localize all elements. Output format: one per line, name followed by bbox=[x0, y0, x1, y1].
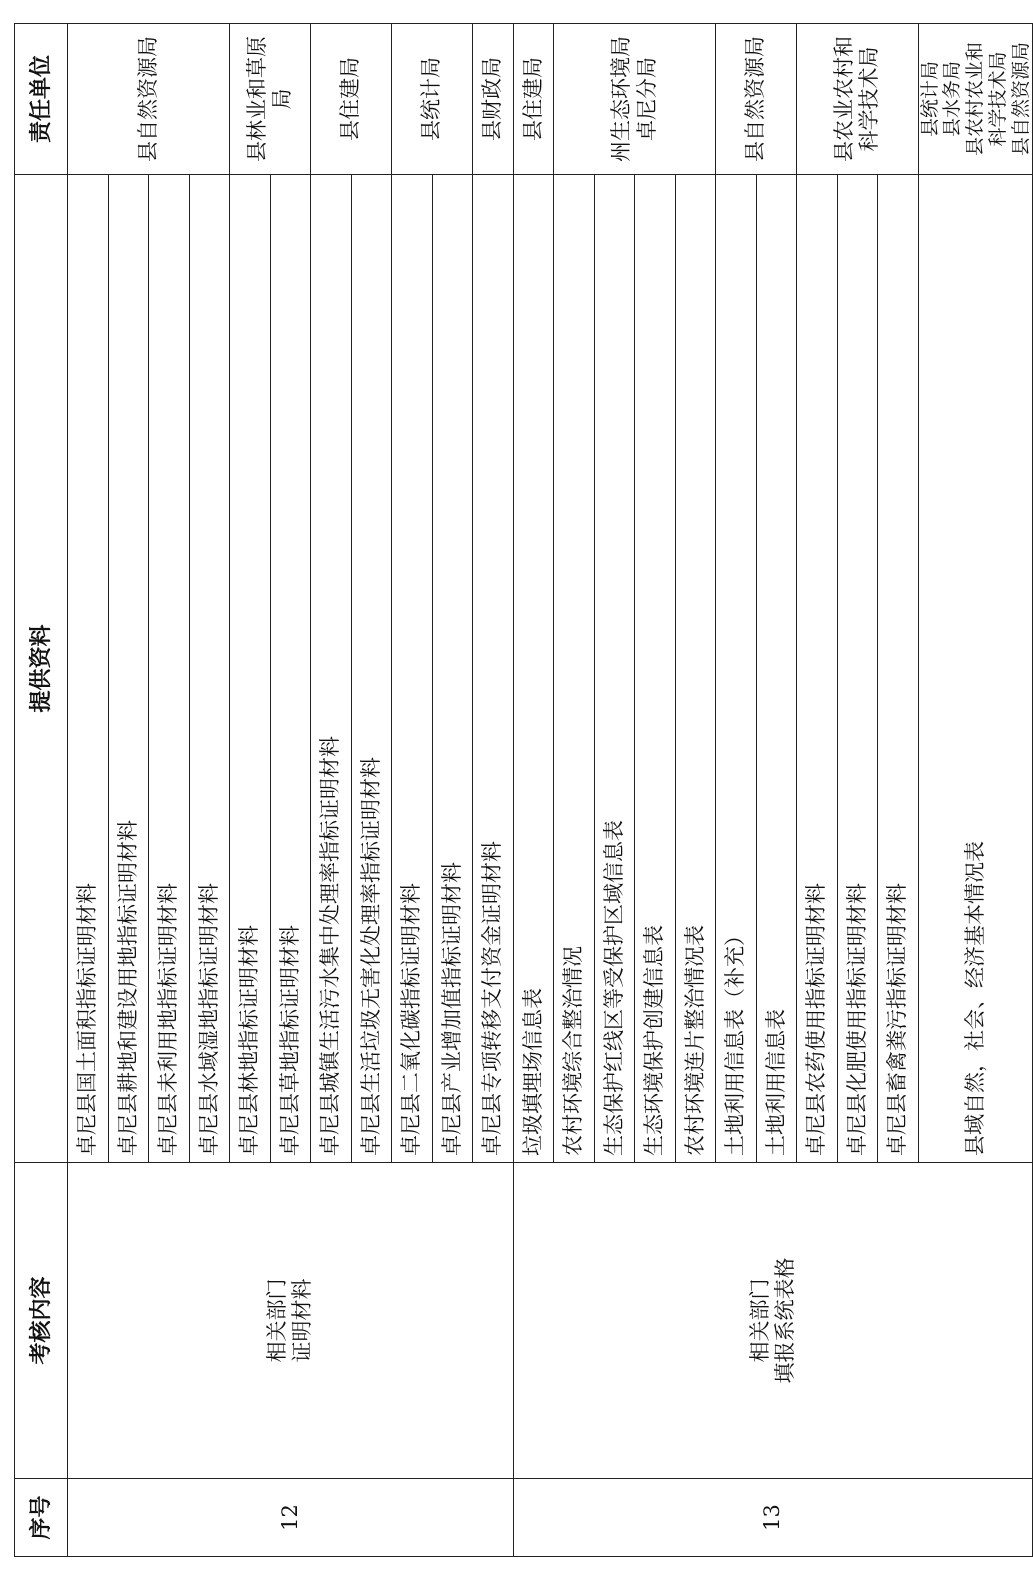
unit-line: 县自然资源局 bbox=[135, 36, 160, 162]
material-cell: 卓尼县耕地和建设用地指标证明材料 bbox=[108, 175, 149, 1163]
material-cell: 土地利用信息表（补充） bbox=[716, 175, 757, 1163]
material-cell: 卓尼县林地指标证明材料 bbox=[230, 175, 271, 1163]
unit-line: 县住建局 bbox=[338, 57, 363, 141]
unit-cell bbox=[797, 24, 919, 175]
material-cell: 卓尼县城镇生活污水集中处理率指标证明材料 bbox=[311, 175, 352, 1163]
material-cell: 卓尼县农药使用指标证明材料 bbox=[797, 175, 838, 1163]
unit-line: 县财政局 bbox=[480, 57, 505, 141]
content-cell bbox=[68, 1163, 514, 1479]
unit-line: 科学技术局 bbox=[986, 51, 1009, 147]
material-cell: 卓尼县未利用地指标证明材料 bbox=[149, 175, 190, 1163]
table-row bbox=[513, 24, 554, 1557]
material-cell: 卓尼县专项转移支付资金证明材料 bbox=[473, 175, 514, 1163]
material-cell: 卓尼县产业增加值指标证明材料 bbox=[432, 175, 473, 1163]
content-line: 证明材料 bbox=[290, 1278, 315, 1363]
unit-cell bbox=[230, 24, 311, 175]
material-cell: 卓尼县二氧化碳指标证明材料 bbox=[392, 175, 433, 1163]
material-cell: 卓尼县畜禽粪污指标证明材料 bbox=[878, 175, 919, 1163]
unit-line: 县林业和草原 bbox=[244, 36, 269, 162]
material-cell: 生态环境保护创建信息表 bbox=[635, 175, 676, 1163]
material-cell: 卓尼县草地指标证明材料 bbox=[270, 175, 311, 1163]
unit-line: 局 bbox=[270, 88, 294, 110]
table-body bbox=[68, 24, 1033, 1557]
material-cell: 县域自然，社会、经济基本情况表 bbox=[918, 175, 1033, 1163]
material-cell: 垃圾填埋场信息表 bbox=[513, 175, 554, 1163]
unit-line: 县统计局 bbox=[419, 57, 444, 141]
unit-cell bbox=[473, 24, 514, 175]
header-seq: 序号 bbox=[15, 1479, 68, 1557]
header-content: 考核内容 bbox=[15, 1163, 68, 1479]
header-unit: 责任单位 bbox=[15, 24, 68, 175]
content-cell bbox=[513, 1163, 1033, 1479]
unit-line: 县农业农村和 bbox=[832, 36, 857, 162]
content-line: 填报系统表格 bbox=[772, 1257, 797, 1384]
materials-table bbox=[14, 23, 1033, 1557]
unit-cell bbox=[68, 24, 230, 175]
material-cell: 卓尼县化肥使用指标证明材料 bbox=[837, 175, 878, 1163]
table-row bbox=[68, 24, 109, 1557]
material-cell: 生态保护红线区等受保护区域信息表 bbox=[594, 175, 635, 1163]
unit-line: 县水务局 bbox=[941, 61, 964, 138]
seq-cell: 13 bbox=[513, 1479, 1033, 1557]
material-cell: 卓尼县国土面积指标证明材料 bbox=[68, 175, 109, 1163]
content-line: 相关部门 bbox=[265, 1278, 290, 1363]
unit-cell bbox=[513, 24, 554, 175]
unit-line: 科学技术局 bbox=[857, 46, 882, 152]
header-row bbox=[15, 24, 68, 1557]
unit-line: 卓尼分局 bbox=[634, 57, 659, 141]
unit-line: 州生态环境局 bbox=[609, 36, 634, 162]
unit-line: 县自然资源局 bbox=[1009, 42, 1032, 157]
material-cell: 土地利用信息表 bbox=[756, 175, 797, 1163]
unit-line: 县农村农业和 bbox=[964, 42, 987, 157]
material-cell: 农村环境综合整治情况 bbox=[554, 175, 595, 1163]
unit-line: 县统计局 bbox=[918, 61, 941, 138]
content-line: 相关部门 bbox=[747, 1278, 772, 1363]
unit-cell bbox=[392, 24, 473, 175]
unit-cell bbox=[554, 24, 716, 175]
seq-cell: 12 bbox=[68, 1479, 514, 1557]
unit-cell bbox=[716, 24, 797, 175]
unit-line: 县住建局 bbox=[520, 57, 545, 141]
material-cell: 卓尼县生活垃圾无害化处理率指标证明材料 bbox=[351, 175, 392, 1163]
unit-cell bbox=[311, 24, 392, 175]
unit-line: 县自然资源局 bbox=[743, 36, 768, 162]
material-cell: 农村环境连片整治情况表 bbox=[675, 175, 716, 1163]
header-materials: 提供资料 bbox=[15, 175, 68, 1163]
material-cell: 卓尼县水域湿地指标证明材料 bbox=[189, 175, 230, 1163]
unit-cell bbox=[918, 24, 1033, 175]
